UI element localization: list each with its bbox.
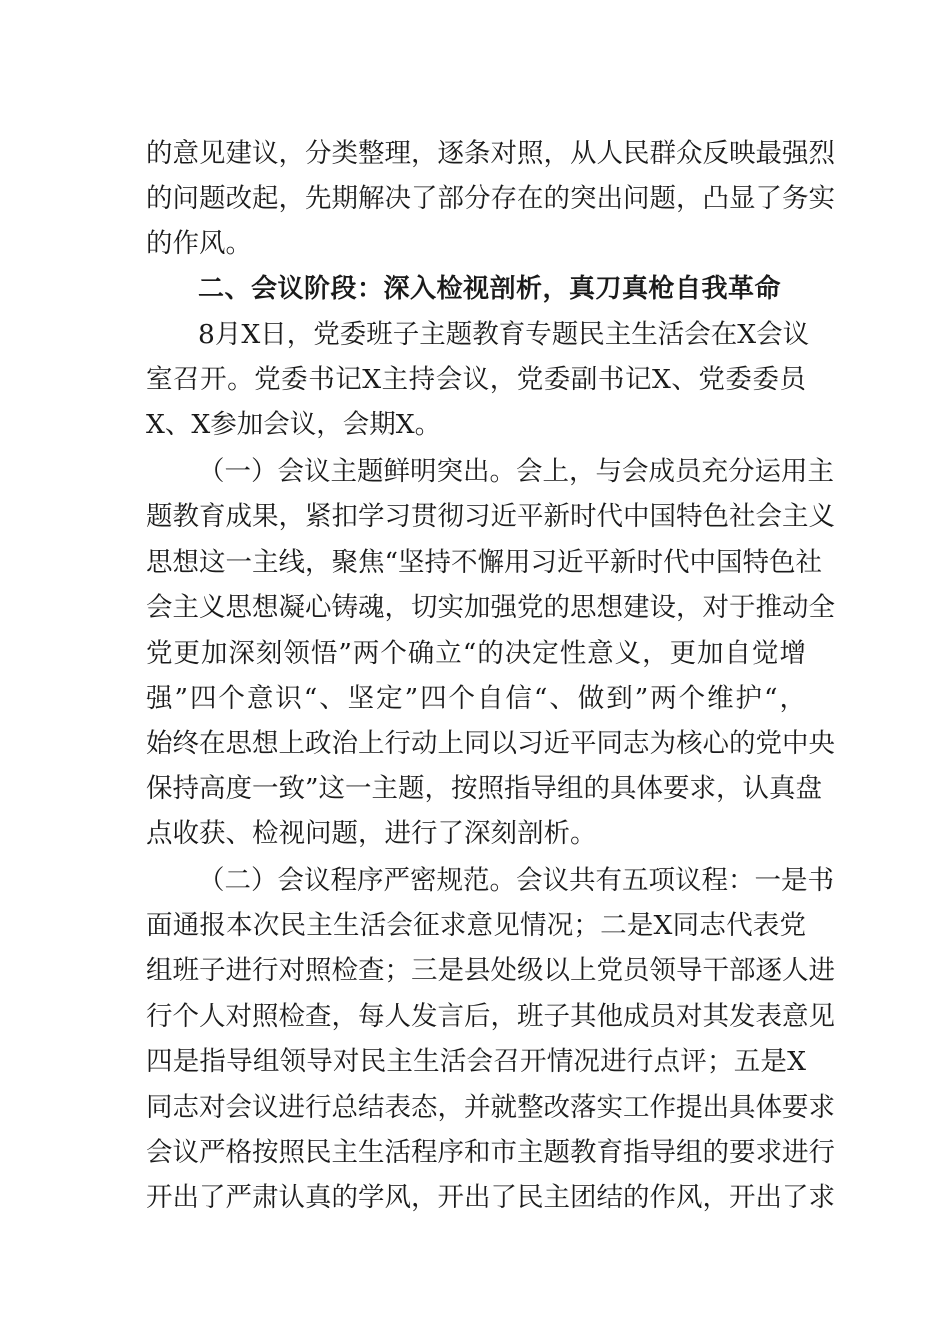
body-text-line: 的作风。 [146,228,252,259]
body-text-line: 面通报本次民主生活会征求意见情况；二是X同志代表党 [146,910,806,941]
body-text-line: 点收获、检视问题，进行了深刻剖析。 [146,818,597,849]
body-text-line: 8月X日，党委班子主题教育专题民主生活会在X会议 [198,319,810,350]
subsection-line: （二）会议程序严密规范。会议共有五项议程：一是书 [198,865,834,896]
subsection-line: （一）会议主题鲜明突出。会上，与会成员充分运用主 [198,456,834,487]
body-text-line: 党更加深刻领悟”两个确立“的决定性意义，更加自觉增 [146,638,806,669]
body-text-line: 思想这一主线，聚焦“坚持不懈用习近平新时代中国特色社 [146,547,823,578]
body-text-line: 会主义思想凝心铸魂，切实加强党的思想建设，对于推动全 [146,592,835,623]
body-text-line: 行个人对照检查，每人发言后，班子其他成员对其发表意见 [146,1001,835,1032]
body-text-line: X、X参加会议，会期X。 [146,409,442,440]
body-text-line: 同志对会议进行总结表态，并就整改落实工作提出具体要求 [146,1092,835,1123]
body-text-line: 开出了严肃认真的学风，开出了民主团结的作风，开出了求 [146,1182,835,1213]
body-text-line: 室召开。党委书记X主持会议，党委副书记X、党委委员 [146,364,806,395]
body-text-line: 保持高度一致”这一主题，按照指导组的具体要求，认真盘 [146,773,823,804]
body-text-line: 始终在思想上政治上行动上同以习近平同志为核心的党中央 [146,728,835,759]
body-text-line: 四是指导组领导对民主生活会召开情况进行点评；五是X [146,1046,806,1077]
body-text-line: 组班子进行对照检查；三是县处级以上党员领导干部逐人进 [146,955,835,986]
body-text-line: 题教育成果，紧扣学习贯彻习近平新时代中国特色社会主义 [146,501,835,532]
section-heading: 二、会议阶段：深入检视剖析，真刀真枪自我革命 [198,274,782,304]
body-text-line: 会议严格按照民主生活程序和市主题教育指导组的要求进行 [146,1137,835,1168]
body-text-line: 的问题改起，先期解决了部分存在的突出问题，凸显了务实 [146,183,835,214]
body-text-line: 强”四个意识“、坚定”四个自信“、做到”两个维护“， [146,683,806,714]
body-text-line: 的意见建议，分类整理，逐条对照，从人民群众反映最强烈 [146,138,835,169]
